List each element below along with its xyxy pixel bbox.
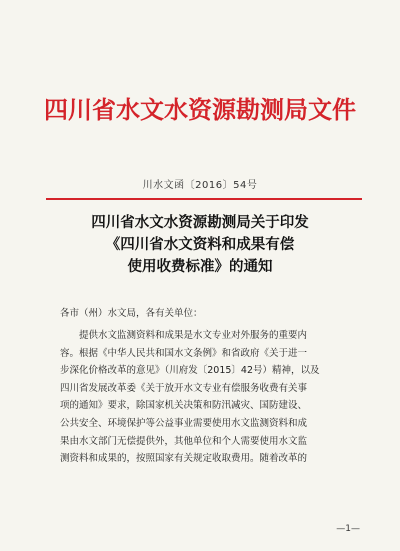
salutation: 各市（州）水文局，各有关单位： — [60, 308, 203, 319]
body-line: 测资料和成果的，按照国家有关规定收取费用。随着改革的 — [60, 453, 308, 465]
body-line: 四川省发展改革委《关于放开水文专业有偿服务收费有关事 — [60, 382, 308, 394]
page-number: —1— — [336, 524, 360, 534]
title-line-2: 《四川省水文资料和成果有偿 — [105, 236, 295, 253]
red-divider-line — [46, 198, 362, 200]
body-line: 步深化价格改革的意见》（川府发〔2015〕42号）精神，以及 — [60, 365, 320, 377]
document-number: 川水文函〔2016〕54号 — [142, 180, 258, 191]
issuing-authority-header: 四川省水文水资源勘测局文件 — [44, 95, 356, 124]
document-title — [0, 212, 400, 278]
body-paragraph — [60, 327, 360, 468]
title-line-1: 四川省水文水资源勘测局关于印发 — [91, 214, 309, 231]
body-line: 项的通知》要求，除国家机关决策和防汛减灾、国防建设、 — [60, 400, 308, 412]
body-line: 提供水文监测资料和成果是水文专业对外服务的重要内 — [79, 330, 308, 341]
body-line: 果由水文部门无偿提供外，其他单位和个人需要使用水文监 — [60, 435, 308, 447]
body-line: 公共安全、环境保护等公益事业需要使用水文监测资料和成 — [60, 417, 308, 429]
title-line-3: 使用收费标准》的通知 — [127, 258, 273, 275]
body-line: 容。根据《中华人民共和国水文条例》和省政府《关于进一 — [60, 347, 308, 359]
